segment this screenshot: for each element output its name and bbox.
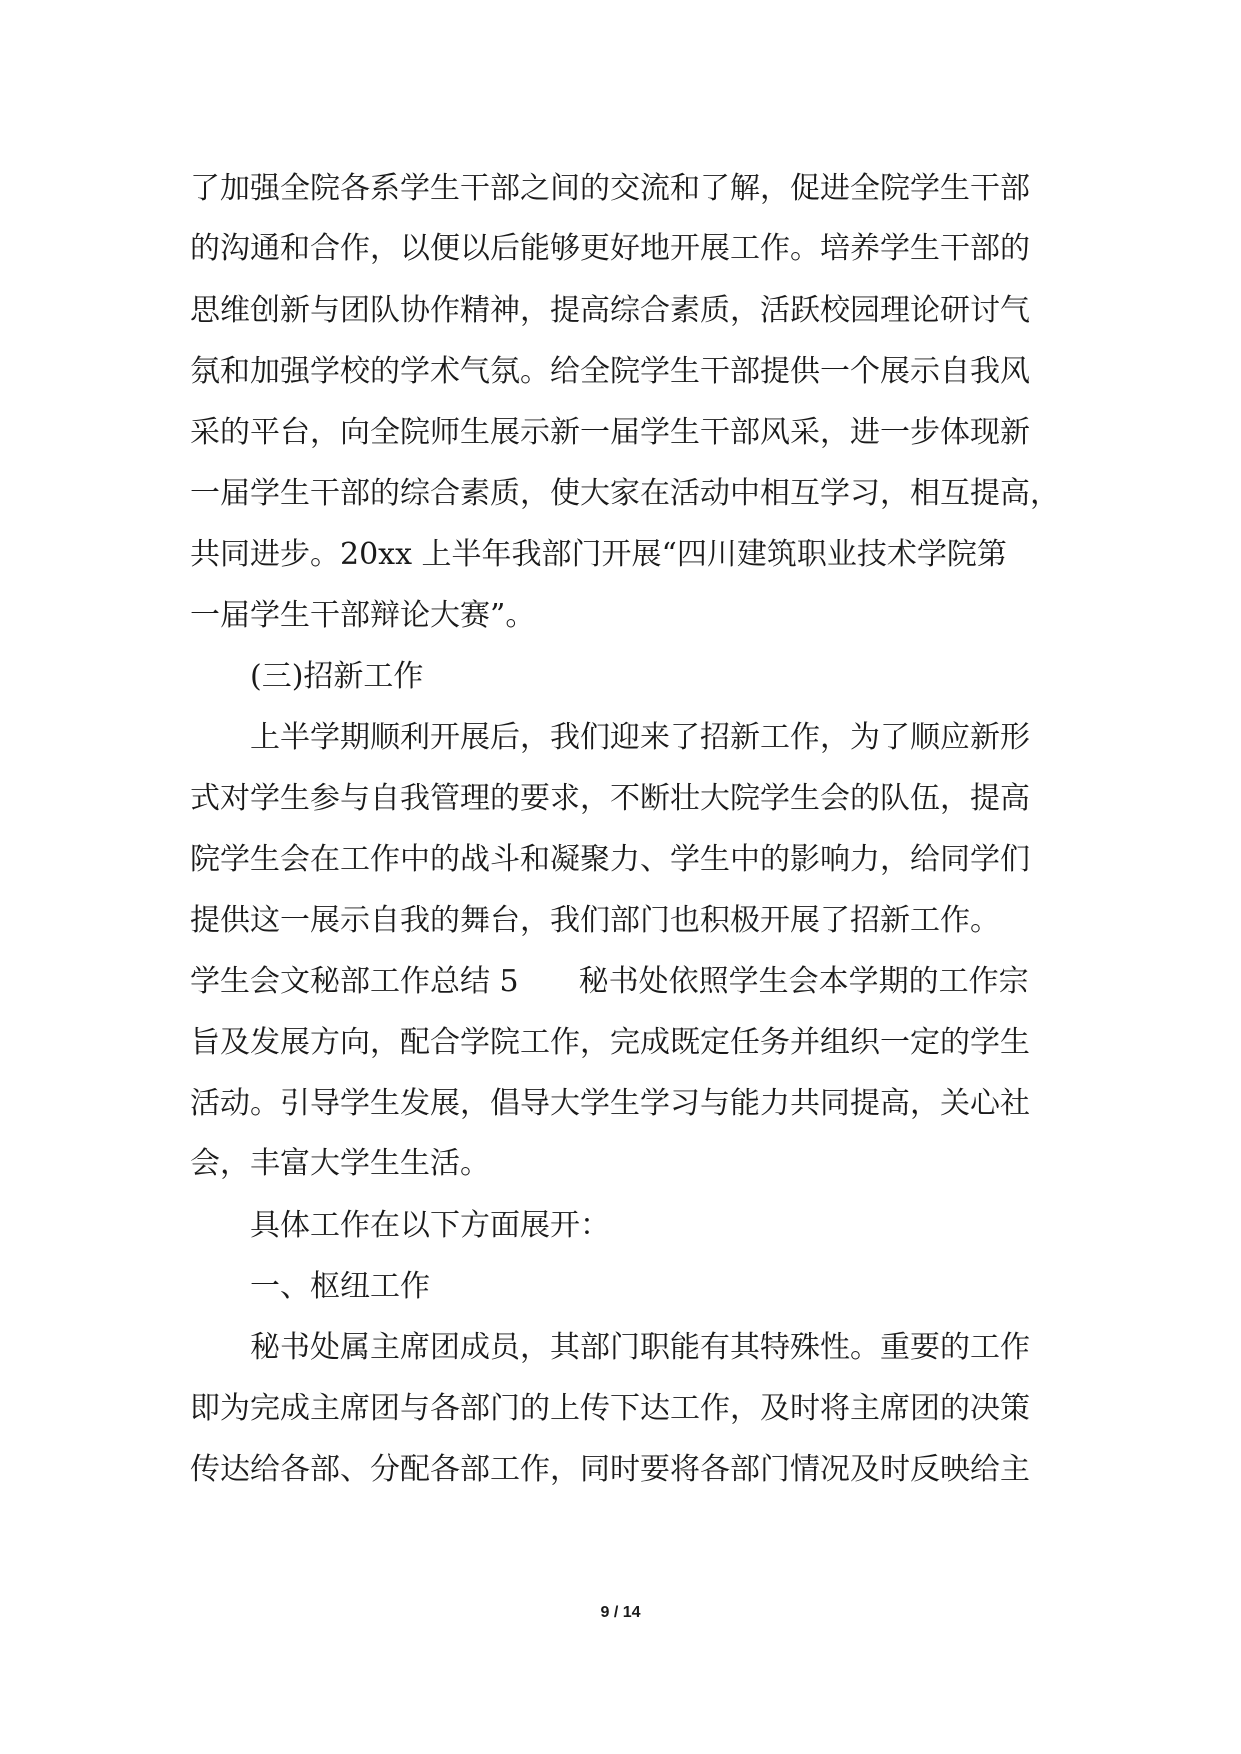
text-line: 学生会文秘部工作总结 5 秘书处依照学生会本学期的工作宗	[190, 964, 1029, 999]
text-line: 传达给各部、分配各部工作，同时要将各部门情况及时反映给主	[190, 1452, 1030, 1487]
text-line: 上半学期顺利开展后，我们迎来了招新工作，为了顺应新形	[250, 720, 1030, 755]
text-line: 具体工作在以下方面展开：	[250, 1208, 610, 1243]
text-line: 会，丰富大学生生活。	[190, 1146, 490, 1181]
text-line: 院学生会在工作中的战斗和凝聚力、学生中的影响力，给同学们	[190, 842, 1030, 877]
text-line: 旨及发展方向，配合学院工作，完成既定任务并组织一定的学生	[190, 1025, 1030, 1060]
text-line: 思维创新与团队协作精神，提高综合素质，活跃校园理论研讨气	[190, 293, 1030, 328]
section-heading: (三)招新工作	[250, 659, 424, 694]
text-line: 一届学生干部的综合素质，使大家在活动中相互学习，相互提高，	[190, 476, 1060, 511]
text-line: 即为完成主席团与各部门的上传下达工作，及时将主席团的决策	[190, 1391, 1030, 1426]
text-line: 式对学生参与自我管理的要求，不断壮大院学生会的队伍，提高	[190, 781, 1030, 816]
text-line: 活动。引导学生发展，倡导大学生学习与能力共同提高，关心社	[190, 1086, 1030, 1121]
page-number: 9 / 14	[600, 1604, 641, 1621]
text-line: 了加强全院各系学生干部之间的交流和了解，促进全院学生干部	[190, 171, 1030, 206]
text-line: 秘书处属主席团成员，其部门职能有其特殊性。重要的工作	[250, 1330, 1030, 1365]
section-heading: 一、枢纽工作	[250, 1269, 430, 1304]
text-line: 提供这一展示自我的舞台，我们部门也积极开展了招新工作。	[190, 903, 1000, 938]
text-line: 的沟通和合作，以便以后能够更好地开展工作。培养学生干部的	[190, 231, 1030, 266]
text-line: 氛和加强学校的学术气氛。给全院学生干部提供一个展示自我风	[190, 354, 1030, 389]
text-line: 采的平台，向全院师生展示新一届学生干部风采，进一步体现新	[190, 415, 1030, 450]
text-line: 一届学生干部辩论大赛”。	[190, 598, 536, 633]
text-line: 共同进步。20xx 上半年我部门开展“四川建筑职业技术学院第	[190, 537, 1007, 572]
